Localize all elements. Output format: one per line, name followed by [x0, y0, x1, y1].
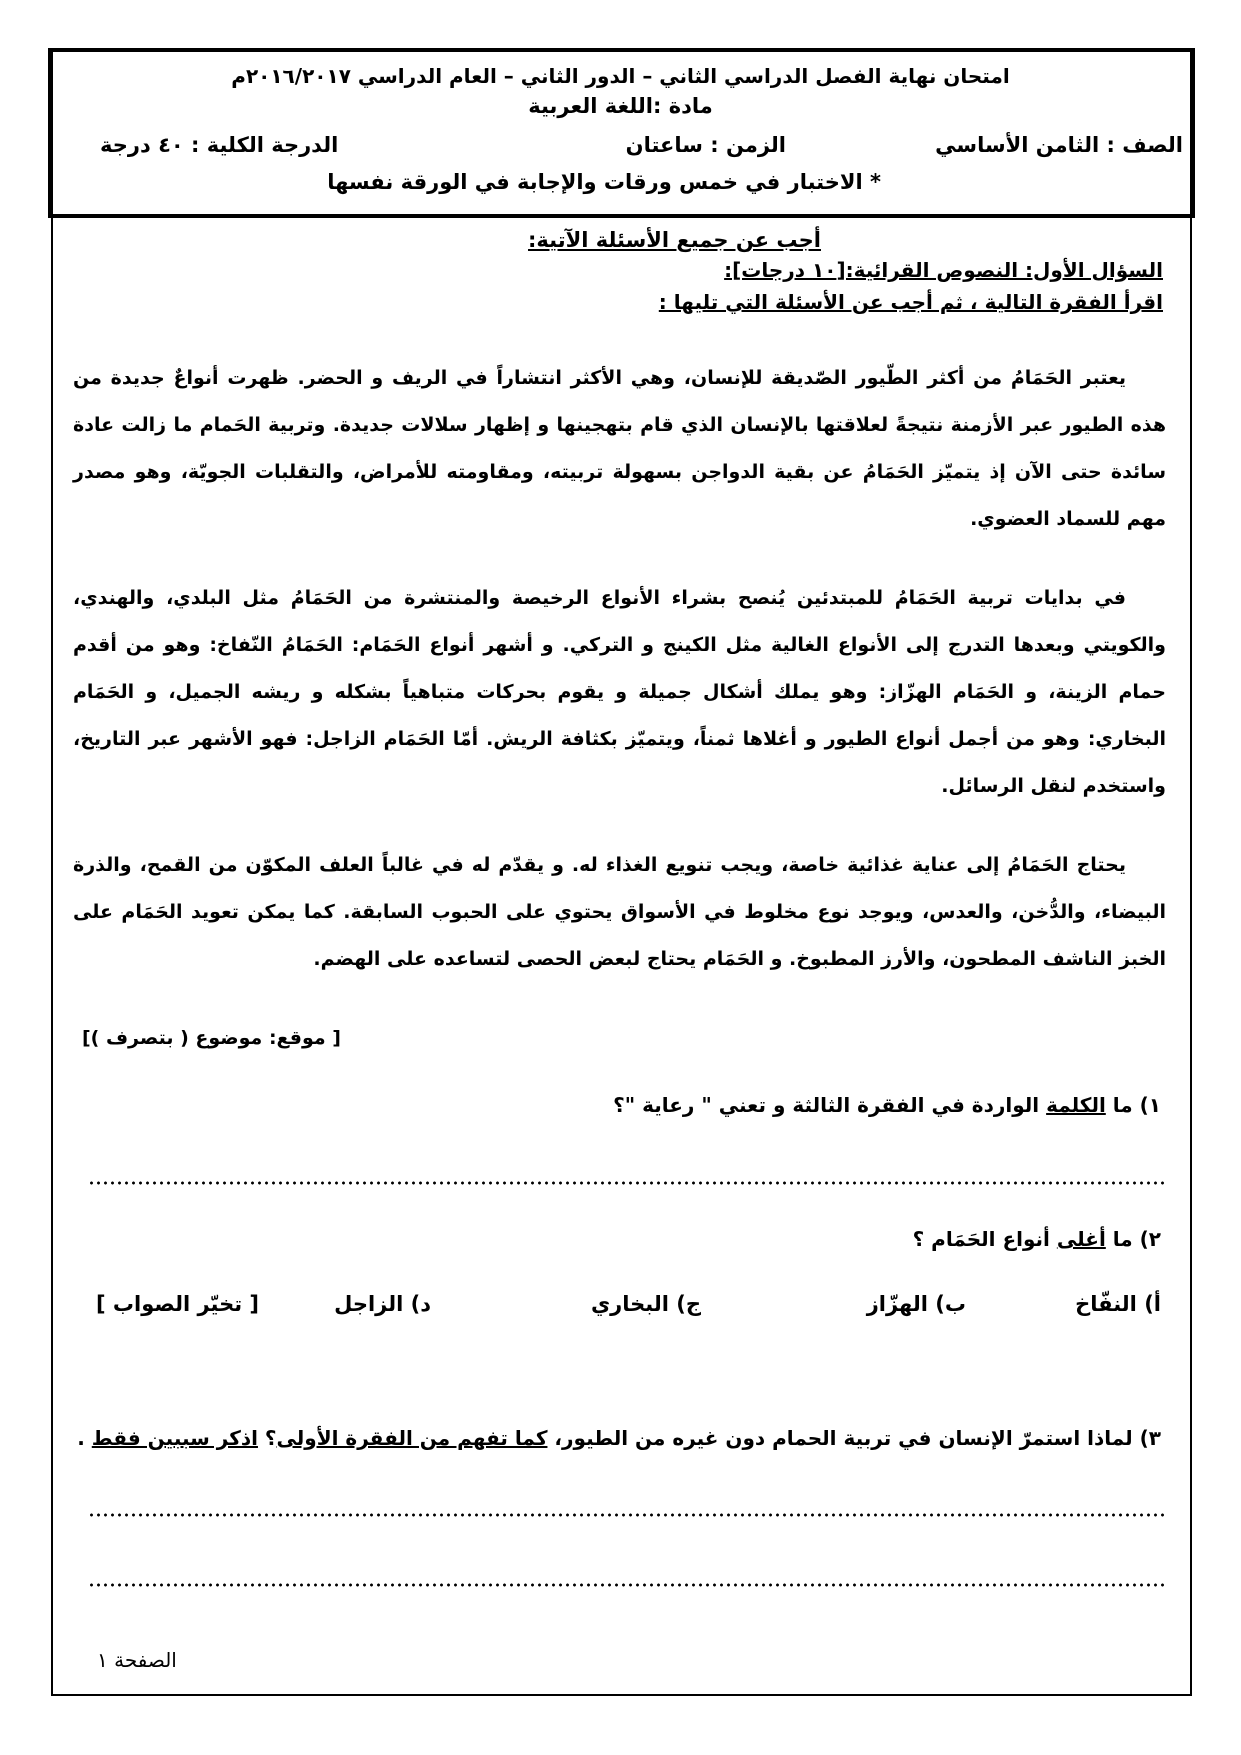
question-one-title: السؤال الأول: النصوص القرائية:[١٠ درجات]:: [724, 258, 1163, 282]
answer-line-1[interactable]: [88, 1181, 1166, 1185]
passage-section: [73, 355, 1166, 543]
answer-line-3[interactable]: [88, 1583, 1166, 1587]
question-3: [77, 1426, 1161, 1450]
question-2-keyword: أغلى: [1056, 1227, 1106, 1251]
passage-paragraph-1: يعتبر الحَمَامُ من أكثر الطّيور الصّديقة للإنسان، وهي الأكثر انتشاراً في الريف و الحضر. ظهرت أنواعٌ جديدة من هذه الطيور عبر الأزمنة نتيجةً لعلاقتها بالإنسان الذي قام بتهجينها و إظهار سلالات جديدة. وتربية الحَمام ما زالت عادة سائدة حتى الآن إذ يتميّز الحَمَامُ عن بقية الدواجن بسهولة تربيته، ومقاومته للأمراض، والتقلبات الجويّة، وهو مصدر مهم للسماد العضوي.: [73, 367, 1166, 530]
passage-source: [ موقع: موضوع ( بتصرف )]: [82, 1027, 341, 1049]
question-2-number: ٢): [1139, 1227, 1161, 1251]
question-1: [613, 1093, 1161, 1117]
option-c[interactable]: ج) البخاري: [590, 1292, 701, 1316]
passage-section-3: [73, 842, 1166, 983]
question-2: [913, 1227, 1161, 1251]
option-a[interactable]: أ) النفّاخ: [1075, 1292, 1161, 1316]
page-number: الصفحة ١: [97, 1648, 177, 1672]
question-1-keyword: الكلمة: [1046, 1093, 1106, 1117]
reading-instruction: اقرأ الفقرة التالية ، ثم أجب عن الأسئلة التي تليها :: [658, 290, 1163, 314]
question-1-number: ١): [1139, 1093, 1161, 1117]
passage-paragraph-2: في بدايات تربية الحَمَامُ للمبتدئين يُنصح بشراء الأنواع الرخيصة والمنتشرة من الحَمَامُ مثل البلدي، والهندي، والكويتي وبعدها التدرج إلى الأنواع الغالية مثل الكينج و التركي. و أشهر أنواع الحَمَام: الحَمَامُ النّفاخ: وهو من أقدم حمام الزينة، و الحَمَام الهزّاز: وهو يملك أشكال جميلة و يقوم بحركات متباهياً بشكله و ريشه الجميل، و الحَمَام البخاري: وهو من أجمل أنواع الطيور و أغلاها ثمناً، ويتميّز بكثافة الريش. أمّا الحَمَام الزاجل: فهو الأشهر عبر التاريخ، واستخدم لنقل الرسائل.: [73, 587, 1166, 797]
exam-note: * الاختبار في خمس ورقات والإجابة في الورقة نفسها: [327, 170, 881, 194]
question-1-text: الواردة في الفقرة الثالثة و تعني " رعاية "؟: [613, 1093, 1047, 1117]
question-3-text: لماذا استمرّ الإنسان في تربية الحمام دون غيره من الطيور،: [547, 1426, 1140, 1450]
passage-section-2: [73, 575, 1166, 810]
answer-all-instruction: أجب عن جميع الأسئلة الآتية:: [528, 228, 821, 252]
passage-paragraph-3: يحتاج الحَمَامُ إلى عناية غذائية خاصة، ويجب تنويع الغذاء له. و يقدّم له في غالباً العلف المكوّن من القمح، والذرة البيضاء، والدُّخن، والعدس، ويوجد نوع مخلوط في الأسواق يحتوي على الحبوب السابقة. كما يمكن تعويد الحَمَام على الخبز الناشف المطحون، والأرز المطبوخ. و الحَمَام يحتاج لبعض الحصى لتساعده على الهضم.: [73, 854, 1166, 970]
question-3-requirement: اذكر سببين فقط: [91, 1426, 258, 1450]
question-3-mid: ؟: [257, 1426, 277, 1450]
subject-label: مادة :اللغة العربية: [528, 94, 713, 118]
grade-label: الصف : الثامن الأساسي: [935, 133, 1183, 157]
question-3-end: .: [77, 1426, 92, 1450]
answer-line-2[interactable]: [88, 1513, 1166, 1517]
exam-title: امتحان نهاية الفصل الدراسي الثاني – الدور الثاني – العام الدراسي ٢٠١٦/٢٠١٧م: [231, 64, 1010, 88]
option-d[interactable]: د) الزاجل: [334, 1292, 431, 1316]
total-marks-label: الدرجة الكلية : ٤٠ درجة: [100, 133, 339, 157]
question-3-number: ٣): [1139, 1426, 1161, 1450]
option-b[interactable]: ب) الهزّاز: [866, 1292, 966, 1316]
question-3-hint: كما تفهم من الفقرة الأولى: [276, 1426, 548, 1450]
time-label: الزمن : ساعتان: [625, 133, 786, 157]
choose-correct-tag: [ تخيّر الصواب ]: [96, 1292, 260, 1316]
question-2-pre: ما: [1105, 1227, 1140, 1251]
question-2-text: أنواع الحَمَام ؟: [912, 1227, 1057, 1251]
question-1-pre: ما: [1105, 1093, 1140, 1117]
